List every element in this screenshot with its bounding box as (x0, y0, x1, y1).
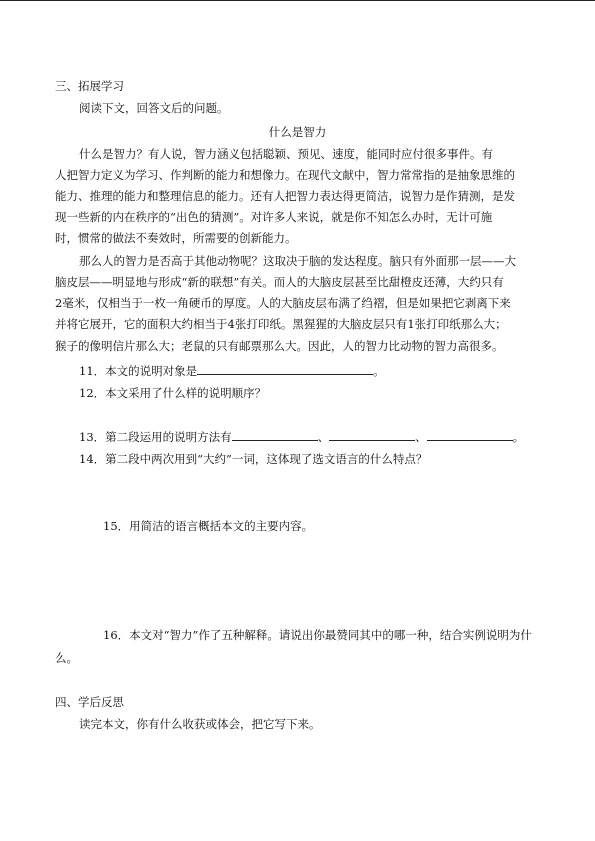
question-13-end: 。 (512, 430, 525, 444)
paragraph-line: 脑皮层——明显地与形成“新的联想”有关。而人的大脑皮层甚至比甜橙皮还薄，大约只有 (55, 275, 504, 289)
question-13-sep: 、 (415, 430, 427, 444)
question-12: 12．本文采用了什么样的说明顺序？ (79, 386, 267, 400)
question-13-sep: 、 (317, 430, 330, 444)
section-3-heading: 三、拓展学习 (55, 79, 124, 93)
section-4-heading: 四、学后反思 (55, 695, 124, 709)
reflection-instruction: 读完本文，你有什么收获或体会，把它写下来。 (79, 717, 321, 731)
paragraph-line: 时，惯常的做法不奏效时，所需要的创新能力。 (55, 231, 297, 245)
paragraph-line: 人把智力定义为学习、作判断的能力和想像力。在现代文献中，智力常常指的是抽象思维的 (55, 168, 515, 182)
answer-blank-11[interactable] (197, 364, 373, 375)
question-13 (79, 429, 569, 445)
answer-blank-13c[interactable] (427, 430, 513, 441)
answer-blank-13a[interactable] (232, 430, 318, 441)
question-11 (79, 363, 569, 379)
question-16-line-1: 16．本文对“智力”作了五种解释。请说出你最赞同其中的哪一种，结合实例说明为什 (103, 628, 532, 642)
question-13-text: 13．第二段运用的说明方法有 (79, 430, 232, 444)
top-border-line (0, 0, 595, 1)
article-title: 什么是智力 (268, 125, 327, 139)
paragraph-line: 能力、推理的能力和整理信息的能力。还有人把智力表达得更简洁，说智力是作猜测，是发 (55, 189, 515, 203)
paragraph-line: 并将它展开，它的面积大约相当于4张打印纸。黑猩猩的大脑皮层只有1张打印纸那么大； (55, 317, 507, 331)
question-11-text: 11．本文的说明对象是 (79, 364, 198, 378)
paragraph-line: 那么人的智力是否高于其他动物呢？这取决于脑的发达程度。脑只有外面那一层——大 (79, 254, 516, 268)
question-11-end: 。 (373, 364, 385, 378)
answer-blank-13b[interactable] (329, 430, 415, 441)
reading-instruction: 阅读下文，回答文后的问题。 (79, 101, 229, 115)
paragraph-line: 什么是智力？有人说，智力涵义包括聪颖、预见、速度，能同时应付很多事件。有 (79, 147, 493, 161)
paragraph-line: 猴子的像明信片那么大；老鼠的只有邮票那么大。因此，人的智力比动物的智力高很多。 (55, 339, 504, 353)
question-15: 15．用简洁的语言概括本文的主要内容。 (103, 519, 314, 533)
paragraph-line: 现一些新的内在秩序的“出色的猜测”。对许多人来说，就是你不知怎么办时，无计可施 (55, 210, 493, 224)
paragraph-line: 2毫米，仅相当于一枚一角硬币的厚度。人的大脑皮层布满了绉褶，但是如果把它剥离下来 (55, 296, 511, 310)
question-16-line-2: 么。 (55, 651, 78, 665)
question-14: 14．第二段中两次用到“大约”一词，这体现了选文语言的什么特点？ (79, 452, 428, 466)
